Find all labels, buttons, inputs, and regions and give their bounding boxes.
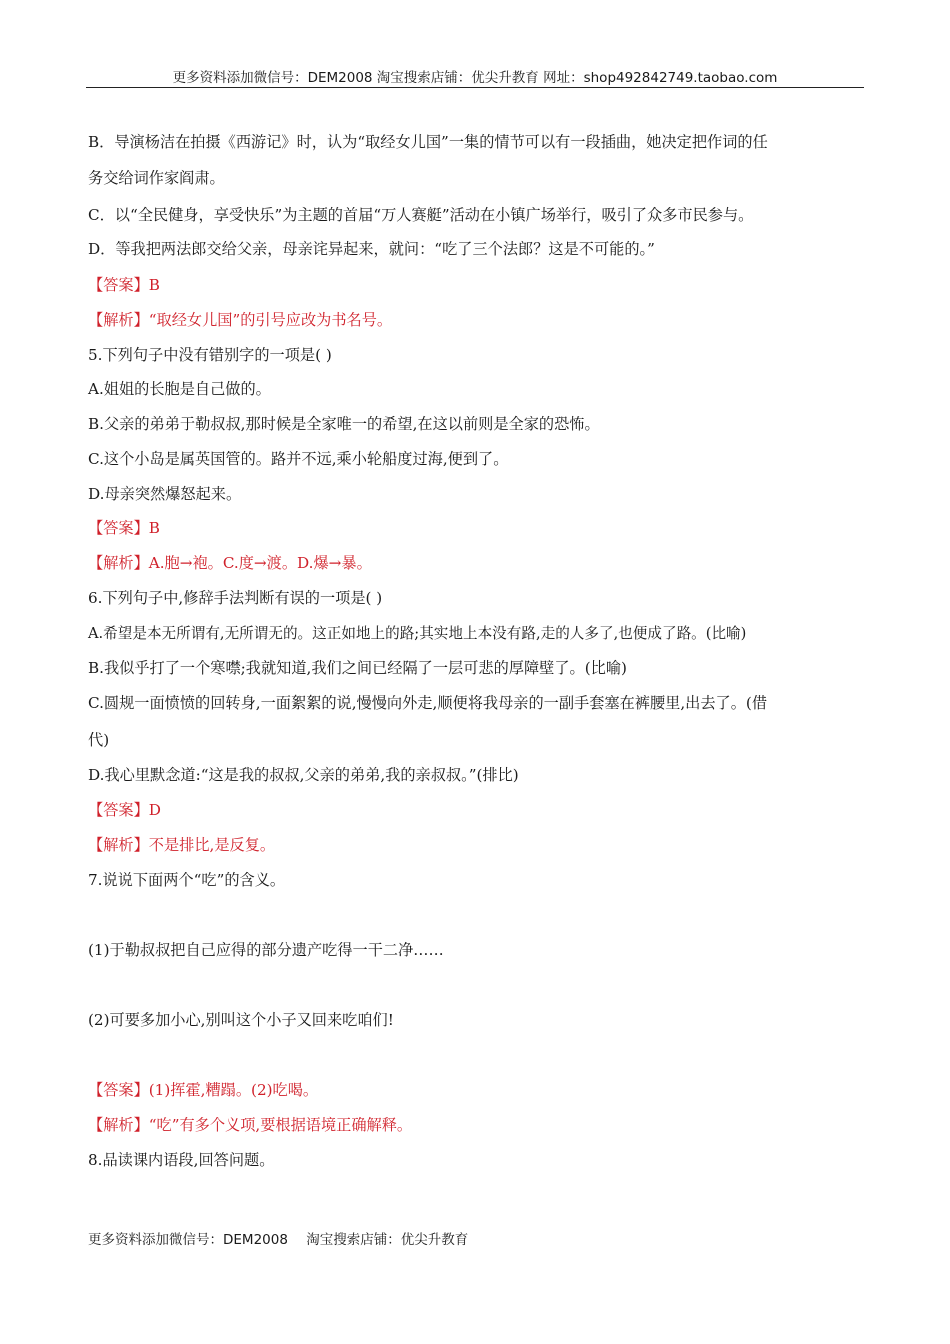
page-header: 更多资料添加微信号：DEM2008 淘宝搜索店铺：优尖升教育 网址：shop492842749.taobao.com (172, 70, 778, 86)
footer-wechat: 更多资料添加微信号：DEM2008 (88, 1232, 288, 1248)
analysis-line: 【解析】“吃”有多个义项,要根据语境正确解释。 (88, 1116, 413, 1134)
option-line-continued: 代) (88, 731, 110, 749)
option-line-continued: 务交给词作家阎肃。 (88, 169, 225, 187)
option-line: C．以“全民健身，享受快乐”为主题的首届“万人赛艇”活动在小镇广场举行，吸引了众多市民参与。 (88, 206, 754, 224)
header-divider (86, 87, 864, 88)
option-line: B．导演杨洁在拍摄《西游记》时，认为“取经女儿国”一集的情节可以有一段插曲，她决定把作词的任 (88, 133, 768, 151)
option-line: C.这个小岛是属英国管的。路并不远,乘小轮船度过海,便到了。 (88, 450, 509, 468)
question-line: 8.品读课内语段,回答问题。 (88, 1151, 275, 1169)
option-line: A.姐姐的长胞是自己做的。 (88, 380, 271, 398)
answer-line: 【答案】B (88, 519, 160, 537)
option-line: A.希望是本无所谓有,无所谓无的。这正如地上的路;其实地上本没有路,走的人多了,也便成了路。(比喻) (88, 625, 747, 642)
option-line: D．等我把两法郎交给父亲，母亲诧异起来，就问：“吃了三个法郎？这是不可能的。” (88, 240, 655, 258)
question-line: 5.下列句子中没有错别字的一项是( ) (88, 346, 332, 364)
analysis-line: 【解析】“取经女儿国”的引号应改为书名号。 (88, 311, 393, 329)
option-line: C.圆规一面愤愤的回转身,一面絮絮的说,慢慢向外走,顺便将我母亲的一副手套塞在裤腰里,出去了。(借 (88, 694, 768, 712)
footer-shop: 淘宝搜索店铺：优尖升教育 (306, 1232, 469, 1248)
answer-line: 【答案】B (88, 276, 160, 294)
option-line: B.我似乎打了一个寒噤;我就知道,我们之间已经隔了一层可悲的厚障壁了。(比喻) (88, 659, 627, 677)
question-line: 7.说说下面两个“吃”的含义。 (88, 871, 286, 889)
option-line: B.父亲的弟弟于勒叔叔,那时候是全家唯一的希望,在这以前则是全家的恐怖。 (88, 415, 600, 433)
page-footer (88, 1228, 468, 1248)
answer-line: 【答案】(1)挥霍,糟蹋。(2)吃喝。 (88, 1081, 319, 1099)
analysis-line: 【解析】A.胞→袍。C.度→渡。D.爆→暴。 (88, 554, 372, 572)
sub-question-line: (2)可要多加小心,别叫这个小子又回来吃咱们! (88, 1011, 394, 1029)
option-line: D.母亲突然爆怒起来。 (88, 485, 242, 503)
option-line: D.我心里默念道:“这是我的叔叔,父亲的弟弟,我的亲叔叔。”(排比) (88, 766, 519, 784)
sub-question-line: (1)于勒叔叔把自己应得的部分遗产吃得一干二净…… (88, 941, 444, 959)
question-line: 6.下列句子中,修辞手法判断有误的一项是( ) (88, 589, 383, 607)
analysis-line: 【解析】不是排比,是反复。 (88, 836, 276, 854)
answer-line: 【答案】D (88, 801, 161, 819)
